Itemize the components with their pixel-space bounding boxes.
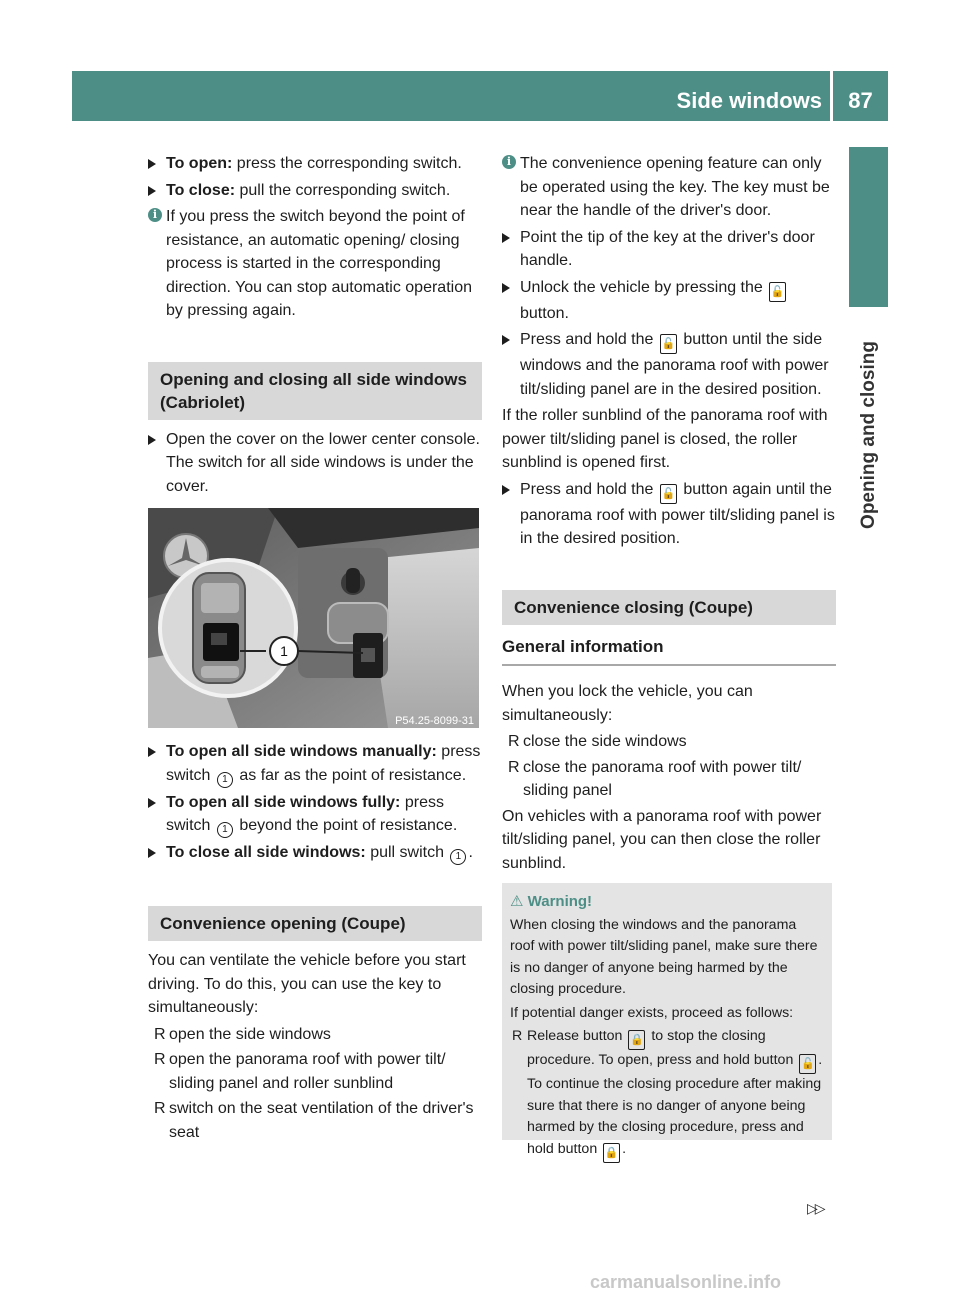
photo-illustration — [148, 508, 479, 728]
arrow-icon — [148, 159, 156, 169]
arrow-icon — [502, 485, 510, 495]
bullet-item: R open the panorama roof with power tilt/ sliding panel and roller sunblind — [154, 1051, 446, 1092]
warning-icon: ⚠ — [510, 893, 524, 910]
right-column — [502, 152, 836, 878]
instruction-close-all: To close all side windows: pull switch 1 . — [148, 841, 482, 865]
warning-text: When closing the windows and the panorama roof with power tilt/sliding panel, make sure there is no danger of anyone being harmed by the closing procedure. — [510, 916, 818, 997]
arrow-icon — [502, 233, 510, 243]
watermark: carmanualsonline.info — [590, 1272, 782, 1292]
callout-label: 1 — [280, 643, 288, 659]
callout-1-icon: 1 — [217, 772, 233, 788]
info-note: i If you press the switch beyond the point of resistance, an automatic opening/ closing process is started in the corresponding direction. You can stop automatic operation by pressing again. — [148, 205, 482, 323]
instruction-point-key: Point the tip of the key at the driver's door handle. — [502, 226, 836, 273]
page-number: 87 — [848, 88, 873, 113]
warning-box — [502, 883, 832, 1159]
arrow-icon — [148, 798, 156, 808]
instruction-full-open: To open all side windows fully: press switch 1 beyond the point of resistance. — [148, 791, 482, 839]
instruction-press-hold-again: Press and hold the 🔓 button again until the panorama roof with power tilt/sliding panel is in the desired position. — [502, 478, 836, 551]
callout-1-icon: 1 — [217, 822, 233, 838]
unlock-icon: 🔓 — [660, 334, 677, 354]
instruction-open-cover: Open the cover on the lower center console. The switch for all side windows is under the cover. — [148, 428, 482, 499]
bullet-item: R close the panorama roof with power tilt/ sliding panel — [508, 758, 802, 799]
warning-text: If potential danger exists, proceed as follows: — [510, 1004, 794, 1021]
paragraph: When you lock the vehicle, you can simultaneously: — [502, 683, 753, 724]
paragraph: If the roller sunblind of the panorama roof with power tilt/sliding panel is closed, the roller sunblind is opened first. — [502, 407, 828, 471]
bullet-item: R open the side windows — [154, 1025, 331, 1043]
lock-icon: 🔒 — [628, 1030, 645, 1050]
arrow-icon — [148, 435, 156, 445]
unlock-icon: 🔓 — [769, 282, 786, 302]
instruction-unlock: Unlock the vehicle by pressing the 🔓 button. — [502, 276, 836, 326]
callout-1-icon: 1 — [450, 849, 466, 865]
left-column-lower — [148, 740, 482, 1146]
unlock-icon: 🔓 — [660, 484, 677, 504]
info-icon: i — [502, 155, 516, 169]
chapter-label: Opening and closing — [857, 341, 879, 529]
warning-title: ⚠ Warning! — [510, 893, 593, 910]
arrow-icon — [148, 186, 156, 196]
page-header-title: Side windows — [676, 88, 822, 113]
bullet-item: R close the side windows — [508, 733, 687, 750]
subheading: General information — [502, 631, 836, 667]
instruction-close: To close: pull the corresponding switch. — [148, 179, 482, 203]
paragraph: On vehicles with a panorama roof with power tilt/sliding panel, you can then close the roller sunblind. — [502, 807, 822, 872]
photo-code: P54.25-8099-31 — [395, 715, 474, 727]
continue-icon: ▷▷ — [807, 1200, 823, 1216]
paragraph: You can ventilate the vehicle before you start driving. To do this, you can use the key to simultaneously: — [148, 952, 466, 1016]
unlock-icon: 🔓 — [799, 1054, 816, 1074]
arrow-icon — [502, 283, 510, 293]
arrow-icon — [502, 335, 510, 345]
instruction-open: To open: press the corresponding switch. — [148, 152, 482, 176]
left-column — [148, 152, 482, 501]
section-heading: Convenience opening (Coupe) — [148, 906, 482, 941]
bullet-item: R switch on the seat ventilation of the driver's seat — [154, 1100, 474, 1141]
instruction-manual-open: To open all side windows manually: press switch 1 as far as the point of resistance. — [148, 740, 482, 788]
chapter-tab — [849, 147, 888, 307]
arrow-icon — [148, 848, 156, 858]
section-heading: Opening and closing all side windows (Cabriolet) — [148, 362, 482, 420]
arrow-icon — [148, 747, 156, 757]
switch-photo — [148, 508, 479, 728]
instruction-press-hold: Press and hold the 🔓 button until the side windows and the panorama roof with power tilt/sliding panel are in the desired position. — [502, 328, 836, 401]
info-icon: i — [148, 208, 162, 222]
info-note: i The convenience opening feature can only be operated using the key. The key must be near the handle of the driver's door. — [502, 152, 836, 223]
warning-bullet: R Release button 🔒 to stop the closing procedure. To open, press and hold button 🔓 . To continue the closing procedure after making sure that there is no danger of anyone being harmed by the closing procedure, press and hold button 🔒 . — [512, 1026, 824, 1163]
lock-icon: 🔒 — [603, 1143, 620, 1163]
section-heading: Convenience closing (Coupe) — [502, 590, 836, 625]
